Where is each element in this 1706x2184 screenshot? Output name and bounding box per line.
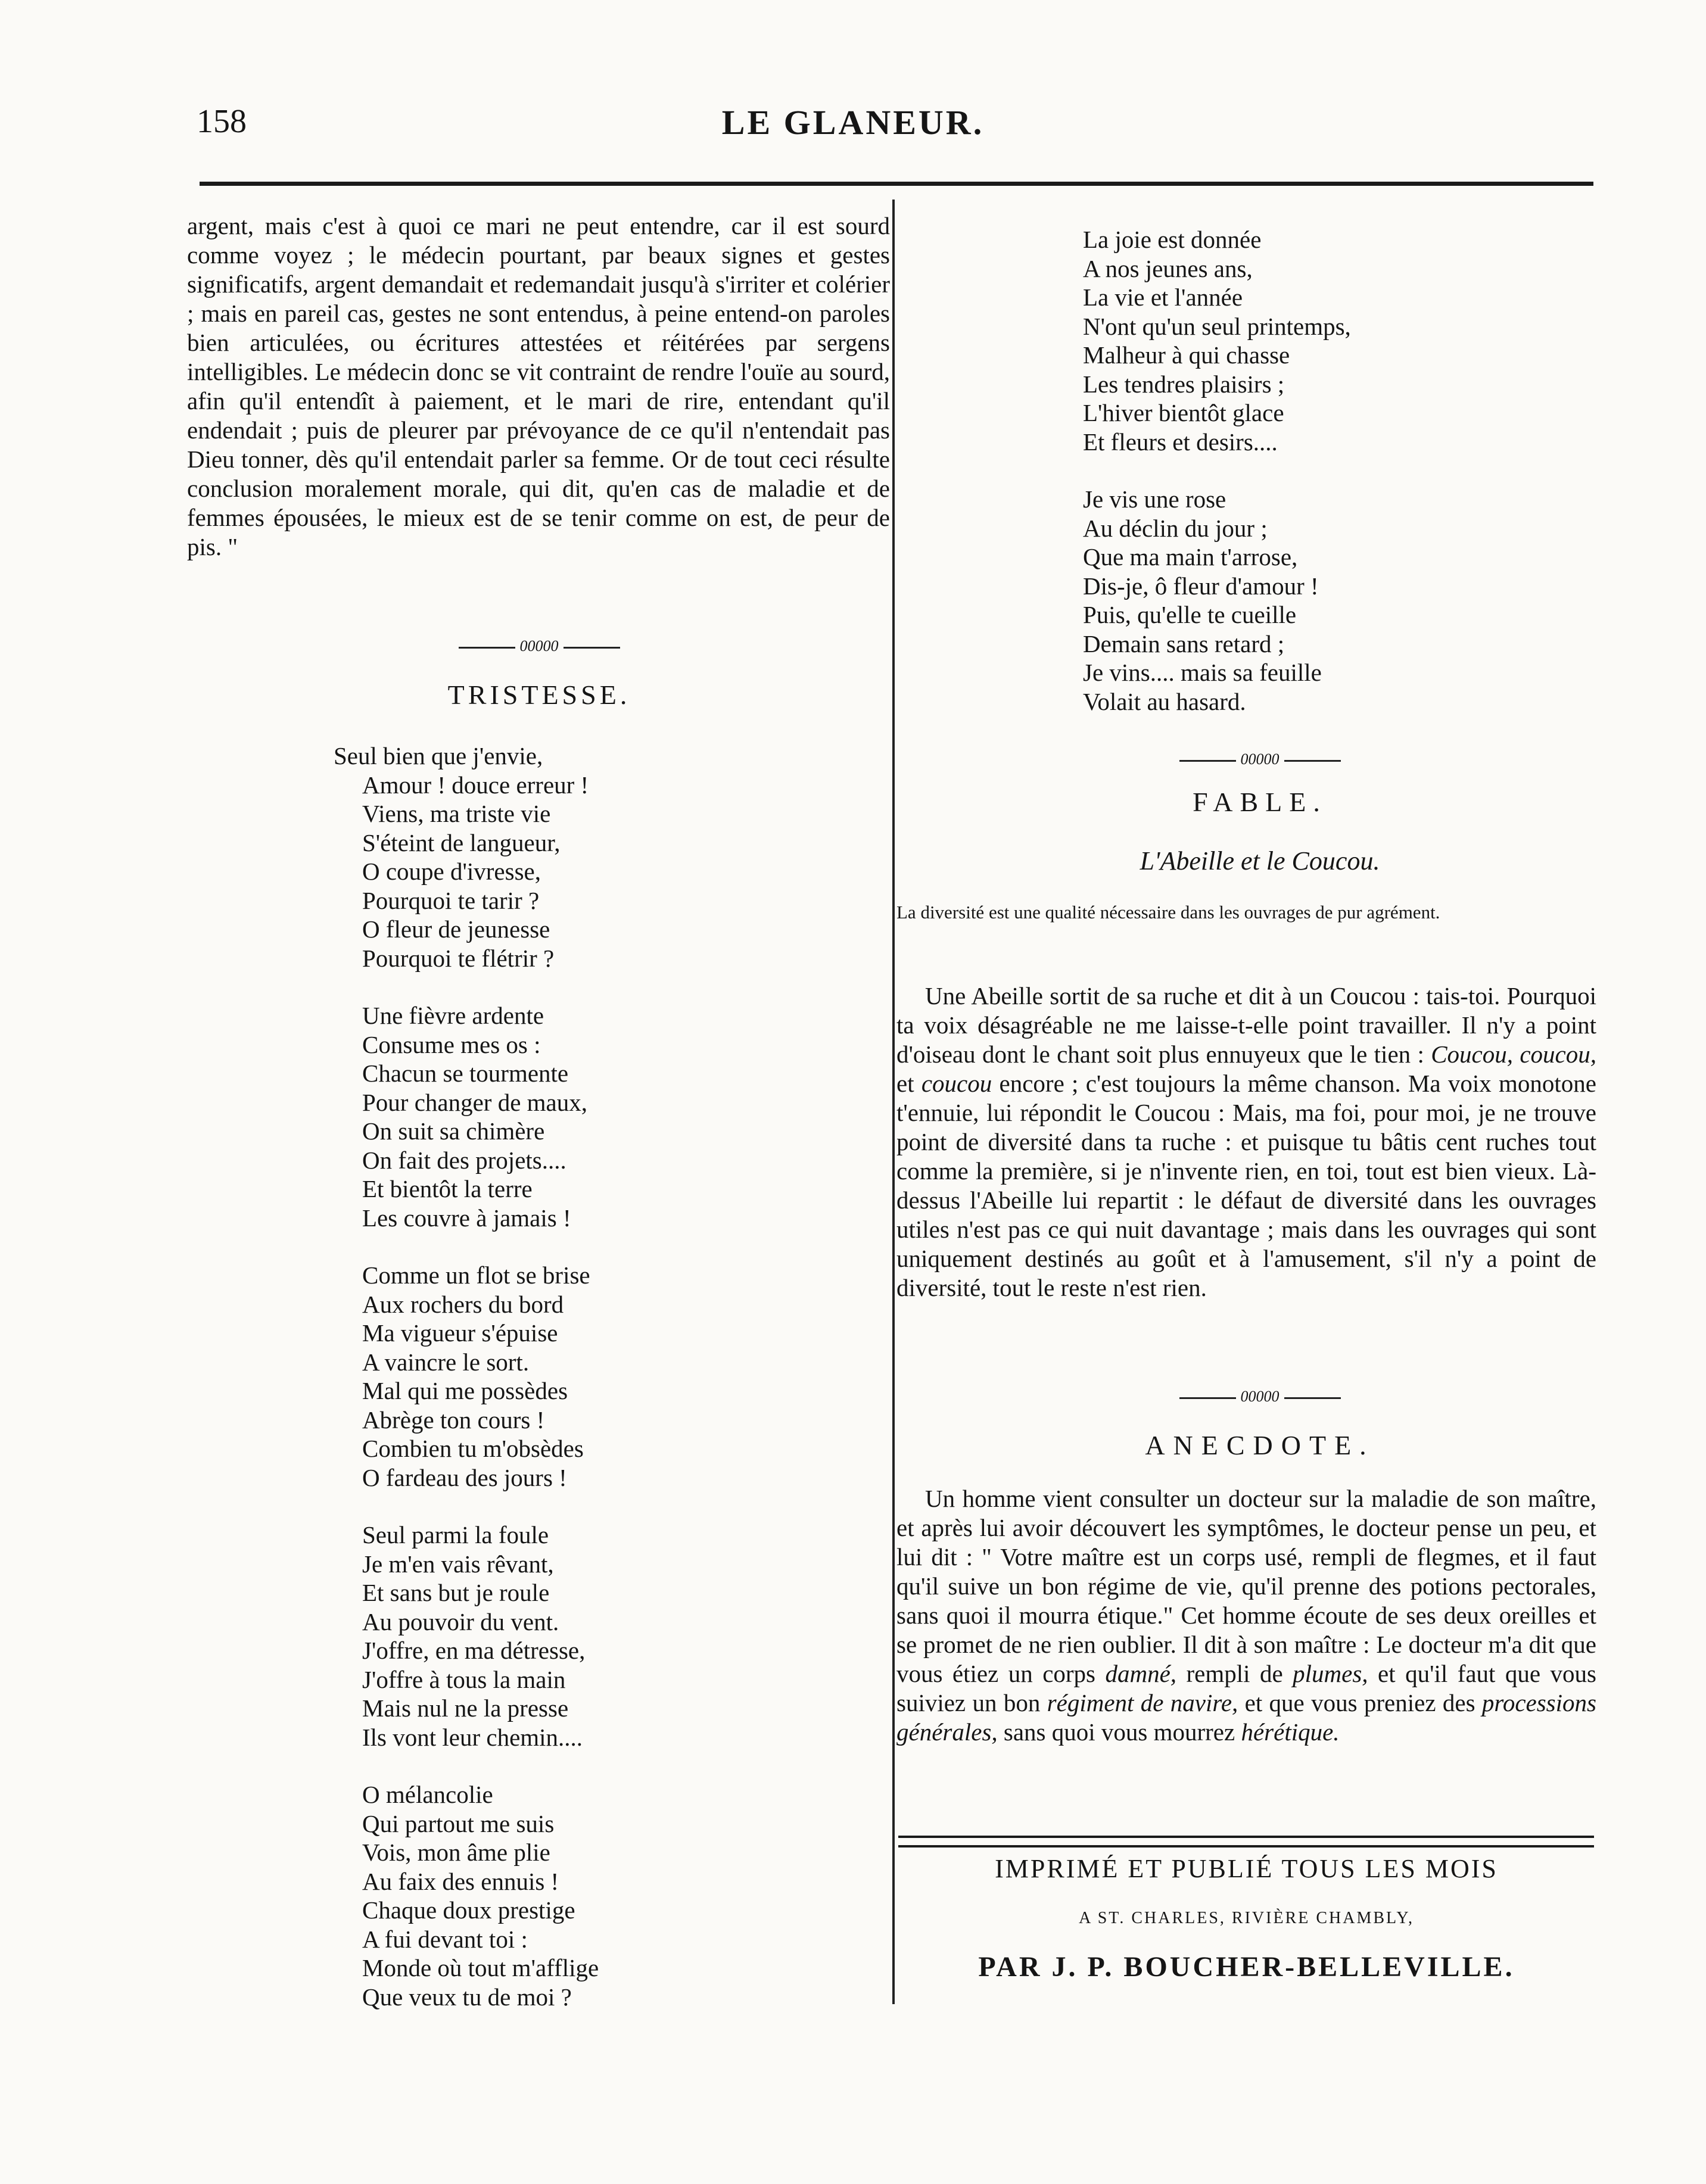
fable-subtitle: L'Abeille et le Coucou. (1140, 846, 1380, 876)
text-run: et qu'il faut que vous suiviez un bon (896, 1660, 1597, 1716)
poem-line: Ils vont leur chemin.... (362, 1723, 583, 1751)
poem-line: Que veux tu de moi ? (362, 1983, 572, 2011)
poem-stanza (334, 741, 599, 973)
poem-stanza (1083, 485, 1351, 716)
poem-line: Que ma main t'arrose, (1083, 543, 1298, 571)
text-run: Une Abeille sortit de sa ruche et dit à un Coucou : tais-toi. Pourquoi ta voix désagréable ne me laisse-t-elle point travailler. Il n'y a point d'oiseau dont le chant soit plus ennuyeux que le tien : (896, 982, 1596, 1068)
page-number: 158 (197, 103, 247, 140)
text-run: et (896, 1070, 922, 1097)
poem-line: Aux rochers du bord (362, 1290, 564, 1318)
fable-paragraph (896, 982, 1596, 1303)
poem-line: J'offre, en ma détresse, (362, 1637, 586, 1664)
poem-line: Seul parmi la foule (362, 1521, 549, 1549)
poem-line: Dis-je, ô fleur d'amour ! (1083, 572, 1319, 600)
poem-line: Je vis une rose (1083, 485, 1226, 513)
text-run-italic: plumes, (1293, 1660, 1368, 1687)
journal-title: LE GLANEUR. (721, 103, 985, 142)
poem-line: L'hiver bientôt glace (1083, 399, 1284, 426)
poem-line: Au déclin du jour ; (1083, 514, 1268, 542)
text-run-italic: hérétique. (1241, 1718, 1340, 1746)
poem-line: Les couvre à jamais ! (362, 1204, 571, 1232)
poem-line: La vie et l'année (1083, 283, 1243, 311)
poem-line: Les tendres plaisirs ; (1083, 370, 1285, 398)
text-run: encore ; c'est toujours la même chanson. Ma voix monotone t'ennuie, lui répondit le Coucou : Mais, ma foi, pour moi, je ne trouve point de diversité dans ta ruche : et puisque tu bâtis cent ruches tout comme la première, si je n'invente rien, en toi, tout est bien vieux. Là-dessus l'Abeille lui repartit : le défaut de diversité dans les ouvrages utiles n'est pas ce qui nuit davantage ; mais dans les ouvrages qui sont uniquement destinés au goût et à l'amusement, s'il n'y a point de diversité, tout le reste n'est rien. (896, 1070, 1596, 1301)
poem-line: Je m'en vais rêvant, (362, 1550, 554, 1578)
poem-line: Seul bien que j'envie, (334, 742, 543, 769)
text-run: Un homme vient consulter un docteur sur la maladie de son maître, et après lui avoir découvert les symptômes, le docteur pense un peu, et lui dit : " Votre maître est un corps usé, rempli de flegmes, et il faut qu'il suive un bon régime de vie, qu'il prenne des potions pectorales, sans quoi il mourra étique." Cet homme écoute de ses deux oreilles et se promet de ne rien oublier. Il dit à son maître : Le docteur m'a dit que vous étiez un corps (896, 1485, 1596, 1687)
poem-line: N'ont qu'un seul printemps, (1083, 312, 1351, 340)
imprint-rule (898, 1836, 1594, 1847)
header-rule (200, 182, 1593, 186)
text-run: et que vous preniez des (1238, 1689, 1482, 1716)
poem-line: Viens, ma triste vie (362, 800, 551, 827)
fable-moral: La diversité est une qualité nécessaire dans les ouvrages de pur agrément. (896, 902, 1440, 923)
poem-line: Et bientôt la terre (362, 1175, 533, 1202)
fable-text (896, 982, 1596, 1303)
poem-line: Comme un flot se brise (362, 1261, 590, 1289)
story-continuation (187, 211, 890, 562)
section-separator: 00000 (1120, 1388, 1400, 1406)
prose-paragraph: argent, mais c'est à quoi ce mari ne peut entendre, car il est sourd comme voyez ; le médecin pourtant, par beaux signes et gestes significatifs, argent demandait et redemandait jusqu'à s'irriter et colérier ; mais en pareil cas, gestes ne sont entendus, à peine entend-on paroles bien articulées, ou écritures attestées et réitérées par sergens intelligibles. Le médecin donc se vit contraint de rendre l'ouïe au sourd, afin qu'il entendît à paiement, et le mari de rire, entendant qu'il endendait ; puis de pleurer par prévoyance de ce qu'il n'entendait pas Dieu tonner, dès qu'il entendait parler sa femme. Or de tout ceci résulte conclusion moralement morale, qui dit, qu'en cas de maladie et de femmes épousées, le mieux est de se tenir comme on est, de peur de pis. " (187, 212, 890, 560)
poem-line: Pourquoi te tarir ? (362, 886, 540, 914)
section-separator: 00000 (1120, 750, 1400, 768)
poem-line: Au faix des ennuis ! (362, 1867, 559, 1895)
poem-line: J'offre à tous la main (362, 1665, 566, 1693)
anecdote-title: ANECDOTE. (1145, 1430, 1375, 1460)
text-run-italic: processions générales, (896, 1689, 1596, 1746)
poem-line: Chacun se tourmente (362, 1060, 569, 1087)
text-run-italic: coucou (921, 1070, 992, 1097)
poem-line: On fait des projets.... (362, 1146, 566, 1174)
imprint-line: IMPRIMÉ ET PUBLIÉ TOUS LES MOIS (995, 1854, 1498, 1883)
poem-line: Ma vigueur s'épuise (362, 1319, 558, 1347)
poem-line: Pourquoi te flétrir ? (362, 944, 555, 972)
poem-line: La joie est donnée (1083, 226, 1262, 253)
text-run: sans quoi vous mourrez (997, 1718, 1241, 1746)
poem-line: A nos jeunes ans, (1083, 254, 1253, 282)
poem-line: Demain sans retard ; (1083, 630, 1285, 658)
poem-line: Volait au hasard. (1083, 687, 1246, 715)
poem-line: Qui partout me suis (362, 1809, 555, 1837)
poem-line: Malheur à qui chasse (1083, 341, 1290, 369)
poem-line: Puis, qu'elle te cueille (1083, 601, 1297, 628)
poem-line: Mal qui me possèdes (362, 1377, 568, 1404)
poem-line: Pour changer de maux, (362, 1088, 587, 1116)
poem-line: On suit sa chimère (362, 1117, 545, 1145)
poem-line: Je vins.... mais sa feuille (1083, 659, 1322, 686)
poem-tristesse (334, 741, 599, 2040)
poem-title: TRISTESSE. (447, 680, 631, 710)
poem-line: Vois, mon âme plie (362, 1839, 550, 1866)
column-divider (892, 200, 895, 2004)
poem-line: Monde où tout m'afflige (362, 1954, 599, 1982)
poem-line: Une fièvre ardente (362, 1002, 544, 1029)
poem-line: O fleur de jeunesse (362, 915, 550, 943)
poem-line: A vaincre le sort. (362, 1348, 530, 1376)
text-run-italic: Coucou, coucou, (1431, 1040, 1596, 1068)
poem-line: Chaque doux prestige (362, 1896, 575, 1924)
text-run-italic: damné, (1105, 1660, 1177, 1687)
poem-line: O fardeau des jours ! (362, 1463, 567, 1491)
poem-line: Au pouvoir du vent. (362, 1607, 559, 1635)
poem-stanza (1083, 225, 1351, 456)
text-run-italic: régiment de navire, (1047, 1689, 1238, 1716)
poem-stanza (334, 1261, 599, 1492)
anecdote-paragraph (896, 1484, 1596, 1747)
poem-stanza (334, 1001, 599, 1232)
text-run: rempli de (1176, 1660, 1293, 1687)
section-separator: 00000 (405, 637, 673, 655)
poem-continuation (1083, 225, 1351, 744)
poem-line: O mélancolie (362, 1781, 493, 1808)
poem-line: Et fleurs et desirs.... (1083, 428, 1278, 456)
poem-line: A fui devant toi : (362, 1925, 528, 1953)
imprint-publisher: PAR J. P. BOUCHER-BELLEVILLE. (978, 1951, 1515, 1983)
anecdote-text (896, 1484, 1596, 1747)
poem-line: Amour ! douce erreur ! (362, 771, 589, 799)
poem-line: S'éteint de langueur, (362, 828, 561, 856)
poem-stanza (334, 1521, 599, 1752)
fable-title: FABLE. (1193, 787, 1327, 817)
poem-line: Consume mes os : (362, 1030, 541, 1058)
poem-line: Mais nul ne la presse (362, 1694, 569, 1722)
imprint-location: A ST. CHARLES, RIVIÈRE CHAMBLY, (1079, 1909, 1414, 1927)
poem-line: O coupe d'ivresse, (362, 858, 541, 885)
poem-stanza (334, 1780, 599, 2011)
poem-line: Combien tu m'obsèdes (362, 1435, 584, 1462)
poem-line: Et sans but je roule (362, 1579, 550, 1606)
poem-line: Abrège ton cours ! (362, 1406, 545, 1434)
